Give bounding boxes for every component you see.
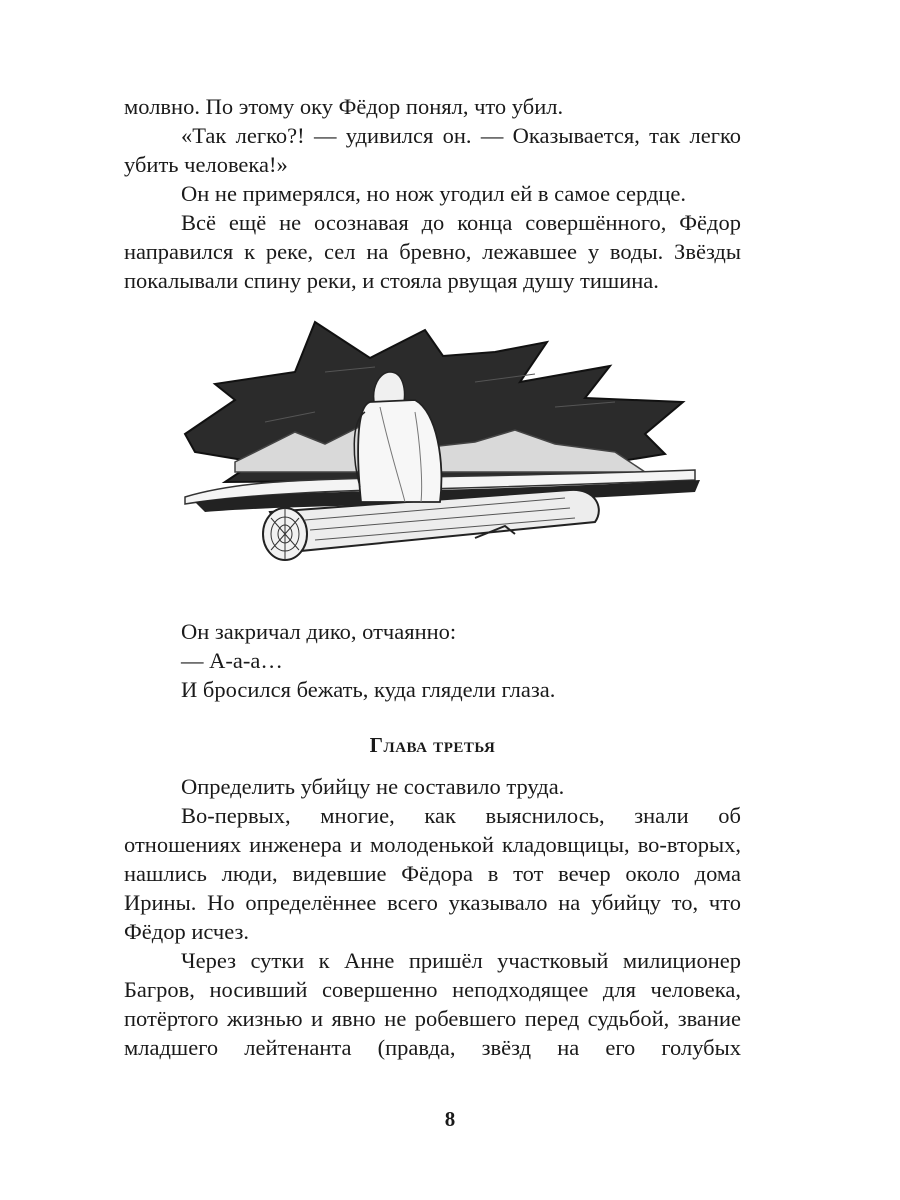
top-text-block	[124, 92, 741, 295]
paragraph: — А-а-а…	[181, 648, 283, 673]
paragraph: «Так легко?! — удивился он. — Оказывается, так легко убить человека!»	[124, 123, 741, 177]
paragraph: Через сутки к Анне пришёл участковый милиционер Багров, носивший совершенно неподходящее для человека, потёртого жизнью и явно не робевшего перед судьбой, звание младшего лейтенанта (правда, звёзд на его голубых	[124, 948, 741, 1060]
man-body	[358, 400, 441, 502]
paragraph: И бросился бежать, куда глядели глаза.	[181, 677, 556, 702]
page-number: 8	[444, 1107, 456, 1131]
chapter-title: Глава третья	[369, 733, 496, 757]
paragraph: Определить убийцу не составило труда.	[181, 774, 565, 799]
man-on-log-illustration	[175, 312, 710, 574]
paragraph: Он не примерялся, но нож угодил ей в самое сердце.	[181, 181, 687, 206]
paragraph: Во-первых, многие, как выяснилось, знали об отношениях инженера и молоденькой кладовщицы, во-вторых, нашлись люди, видевшие Фёдора в тот вечер около дома Ирины. Но определённее всего указывало на убийцу то, что Фёдор исчез.	[124, 803, 741, 944]
chapter-text-block	[124, 772, 741, 1062]
paragraph: Он закричал дико, отчаянно:	[181, 619, 457, 644]
paragraph: молвно. По этому оку Фёдор понял, что убил.	[124, 94, 564, 119]
paragraph: Всё ещё не осознавая до конца совершённого, Фёдор направился к реке, сел на бревно, лежавшее у воды. Звёзды покалывали спину реки, и стояла рвущая душу тишина.	[124, 210, 741, 293]
middle-text-block	[124, 617, 741, 704]
